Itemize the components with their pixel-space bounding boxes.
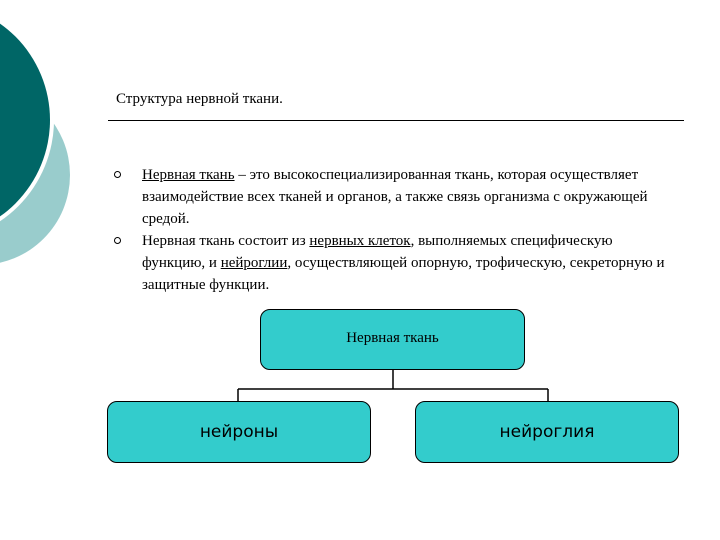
bullet-item-definition <box>114 164 674 230</box>
composition-text-middle: , выполняемых специфическую функцию, и <box>142 233 613 271</box>
bullet-item-composition <box>114 230 674 296</box>
circle-bullet-icon <box>114 171 121 178</box>
diagram-node-nervous-tissue <box>260 309 525 370</box>
link-neuroglia[interactable]: нейроглии <box>220 255 288 271</box>
diagram-node-neuroglia <box>415 401 679 463</box>
slide-title: Структура нервной ткани. <box>116 91 283 107</box>
link-nerve-cells[interactable]: нервных клеток <box>309 233 411 249</box>
bullet-list <box>114 164 674 296</box>
composition-text-end: , осуществляющей опорную, трофическую, секреторную и защитные функции. <box>142 255 665 293</box>
definition-text: – это высокоспециализированная ткань, которая осуществляет взаимодействие всех тканей и органов, а также связь организма с окружающей средой. <box>142 167 648 227</box>
title-divider <box>108 120 684 121</box>
composition-text-start: Нервная ткань состоит из <box>142 233 310 249</box>
diagram-node-label: нейроны <box>199 422 279 442</box>
diagram-node-label: Нервная ткань <box>346 330 439 346</box>
circle-bullet-icon <box>114 237 121 244</box>
diagram-node-neurons <box>107 401 371 463</box>
decorative-circles <box>0 0 90 300</box>
term-nervous-tissue: Нервная ткань <box>142 167 235 183</box>
diagram-node-label: нейроглия <box>499 422 595 442</box>
